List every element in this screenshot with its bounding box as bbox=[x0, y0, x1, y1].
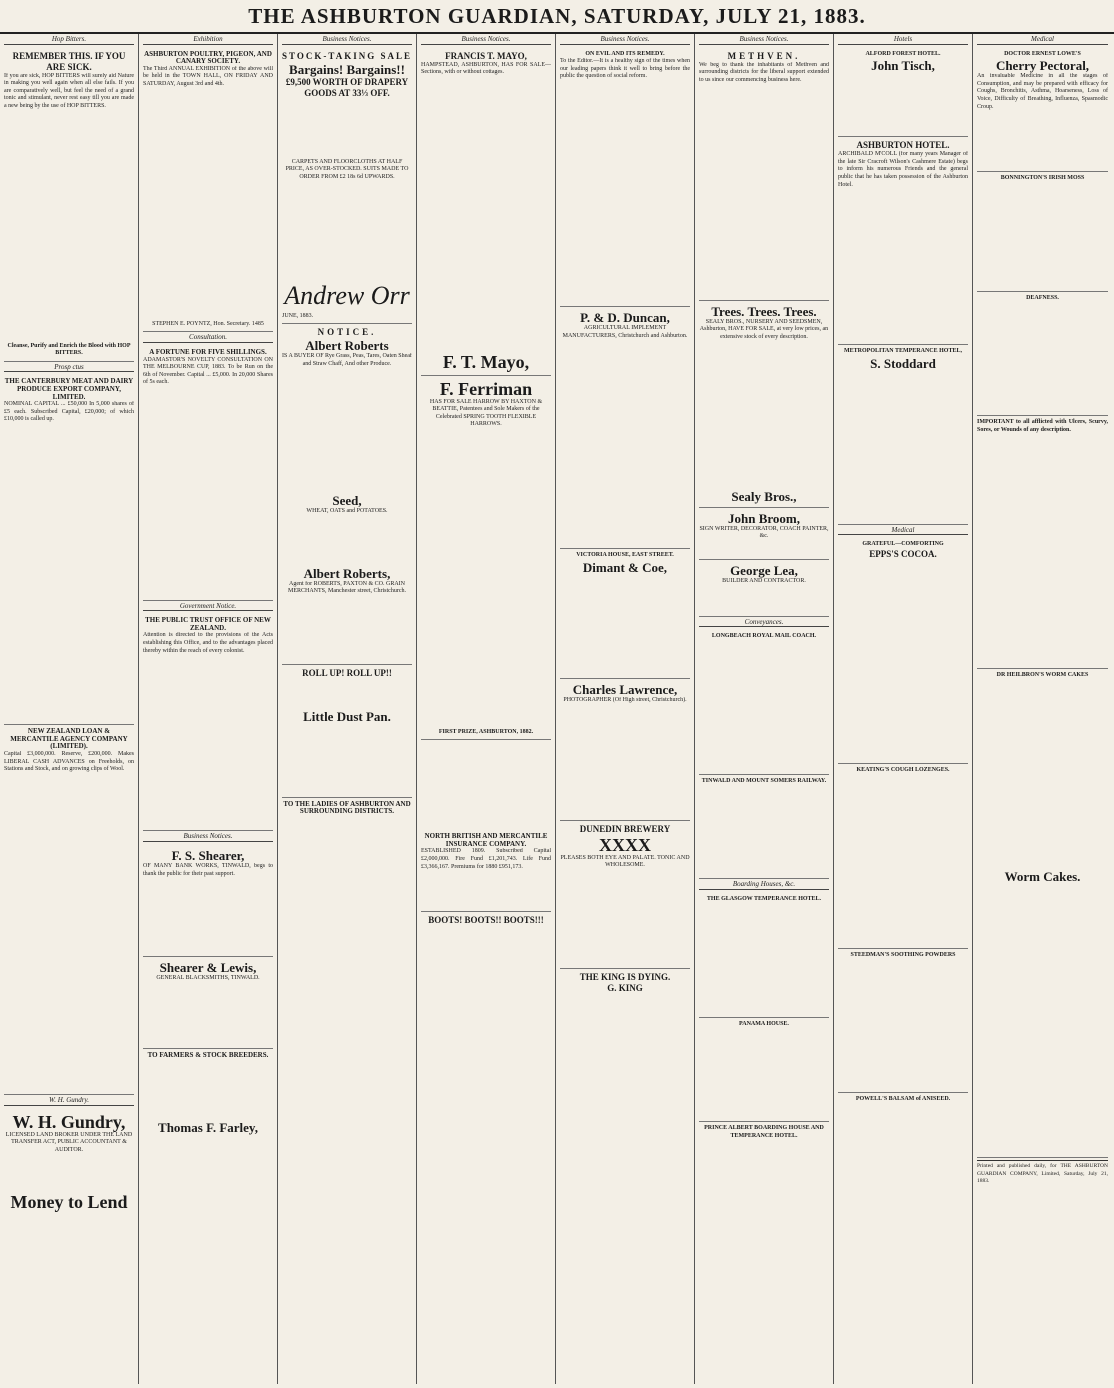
ad-title: KEATING'S COUGH LOZENGES. bbox=[856, 766, 950, 773]
insurance-ad bbox=[421, 830, 551, 912]
ad-spacer bbox=[838, 775, 968, 945]
ad-title: POWELL'S BALSAM of ANISEED. bbox=[855, 1096, 951, 1103]
ad-title: DEAFNESS. bbox=[1026, 294, 1059, 301]
masthead bbox=[0, 0, 1114, 34]
ad-name: Dimant & Coe, bbox=[582, 559, 668, 575]
ad-value: £9,500 WORTH OF DRAPERY GOODS AT 33⅓ OFF. bbox=[285, 76, 409, 98]
ad-name: G. KING bbox=[607, 982, 643, 993]
ad-name: John Tisch, bbox=[871, 58, 935, 74]
worm-cakes-ad bbox=[977, 669, 1108, 1159]
ad-title: LONGBEACH ROYAL MAIL COACH. bbox=[711, 633, 817, 640]
ad-seed-body: WHEAT, OATS and POTATOES. bbox=[306, 508, 388, 515]
column-heading: Medical bbox=[838, 527, 968, 536]
stocktaking-sale-ad bbox=[282, 48, 412, 325]
column-heading: Business Notices. bbox=[282, 36, 412, 45]
ad-footer: Money to Lend bbox=[10, 1191, 128, 1212]
ad-name: Charles Lawrence, bbox=[572, 681, 678, 697]
ad-title: NEW ZEALAND LOAN & MERCANTILE AGENCY COMPANY (LIMITED). bbox=[10, 727, 128, 751]
ad-name: Worm Cakes. bbox=[1004, 869, 1081, 885]
ad-name: P. & D. Duncan, bbox=[580, 310, 670, 326]
column-1 bbox=[0, 34, 139, 1384]
ad-prize: FIRST PRIZE, ASHBURTON, 1882. bbox=[438, 728, 534, 735]
ad-title: DUNEDIN BREWERY bbox=[579, 823, 671, 834]
boots-ad bbox=[421, 912, 551, 929]
ad-title: ON EVIL AND ITS REMEDY. bbox=[585, 50, 665, 57]
ad-title: NORTH BRITISH AND MERCANTILE INSURANCE COMPANY. bbox=[424, 832, 548, 848]
ad-spacer bbox=[977, 183, 1108, 288]
deafness-ad bbox=[977, 292, 1108, 417]
ad-body: HAS FOR SALE HARROW BY HAXTON & BEATTIE, Patentees and Sole Makers of the Celebrated SPRING TOOTH FLEXIBLE HARROWS. bbox=[429, 398, 543, 428]
ad-name: F. S. Shearer, bbox=[171, 847, 245, 863]
evil-remedy-ad bbox=[560, 48, 690, 308]
ad-title: Trees. Trees. Trees. bbox=[711, 303, 817, 319]
ad-title: THE GLASGOW TEMPERANCE HOTEL. bbox=[706, 895, 822, 902]
alford-forest-ad bbox=[838, 48, 968, 138]
ad-spacer bbox=[560, 575, 690, 675]
ad-spacer bbox=[977, 302, 1108, 412]
ad-spacer bbox=[977, 435, 1108, 665]
column-heading: Business Notices. bbox=[699, 36, 829, 45]
column-heading: Hotels bbox=[838, 36, 968, 45]
ad-body: Capital £3,000,000. Reserve, £200,000. Makes LIBERAL CASH ADVANCES on Freeholds, on Stations and Stock, and on growing clips of Wool. bbox=[4, 750, 134, 773]
trees-ad bbox=[699, 301, 829, 508]
ad-footer: STEPHEN E. POYNTZ, Hon. Secretary. 1485 bbox=[152, 320, 264, 327]
column-heading: Conveyances. bbox=[699, 619, 829, 628]
column-heading: W. H. Gundry. bbox=[4, 1097, 134, 1106]
ad-name: Cherry Pectoral, bbox=[995, 58, 1090, 74]
gundry-ad bbox=[4, 1109, 134, 1215]
ad-title: A FORTUNE FOR FIVE SHILLINGS. bbox=[149, 347, 267, 356]
dust-pan-ad bbox=[282, 665, 412, 798]
ad-title: TO THE LADIES OF ASHBURTON AND SURROUNDING DISTRICTS. bbox=[283, 799, 411, 816]
ad-body: NOMINAL CAPITAL ... £50,000 In 5,000 shares of £5 each. Subscribed Capital, £20,000; of which £10,000 is called up. bbox=[4, 401, 134, 423]
dimant-coe-ad bbox=[560, 549, 690, 679]
newspaper-title: THE ASHBURTON GUARDIAN, SATURDAY, JULY 21, 1883. bbox=[248, 3, 866, 28]
ad-body: CARPETS AND FLOORCLOTHS AT HALF PRICE, AS OVER-STOCKED. SUITS MADE TO ORDER FROM £2 18s 6d UPWARDS. bbox=[285, 158, 409, 180]
ad-title: THE PUBLIC TRUST OFFICE OF NEW ZEALAND. bbox=[145, 616, 271, 632]
ad-body: An invaluable Medicine in all the stages of Consumption, and may be prepared with efficacy for Coughs, Bronchitis, Asthma, Hoarseness, Loss of Voice, Difficulty of Breathing, Influenza, Spasmodic Croup. bbox=[977, 73, 1108, 110]
ad-title: PANAMA HOUSE. bbox=[739, 1020, 789, 1027]
ad-title: STOCK-TAKING SALE bbox=[282, 50, 412, 61]
powell-ad bbox=[838, 1093, 968, 1107]
glasgow-hotel-ad bbox=[699, 893, 829, 1018]
signature: Andrew Orr bbox=[284, 280, 410, 310]
duncan-ad bbox=[560, 307, 690, 549]
ferriman-ad bbox=[421, 376, 551, 741]
ad-title: BONNINGTON'S IRISH MOSS bbox=[1000, 175, 1085, 182]
column-5 bbox=[556, 34, 695, 1384]
ad-body: PHOTOGRAPHER (Of High street, Christchurch). bbox=[563, 696, 687, 703]
ad-spacer bbox=[838, 560, 968, 760]
ad-footer: Cleanse, Purify and Enrich the Blood with HOP BITTERS. bbox=[7, 342, 131, 357]
public-trust-ad bbox=[143, 614, 273, 831]
column-heading: Government Notice. bbox=[143, 603, 273, 612]
shearer-ad bbox=[143, 845, 273, 957]
ad-body: PLEASES BOTH EYE AND PALATE. TONIC AND WHOLESOME. bbox=[560, 854, 690, 869]
column-7 bbox=[834, 34, 973, 1384]
broom-ad bbox=[699, 508, 829, 560]
ad-name: Little Dust Pan. bbox=[303, 708, 391, 724]
ad-body: ARCHIBALD M'COLL (for many years Manager of the late Sir Cracroft Wilson's Cashmere Estate) begs to inform his numerous Friends and the general public that he has taken possession of the Ashburton Hotel. bbox=[838, 151, 968, 188]
ad-title: DOCTOR ERNEST LOWE'S bbox=[1004, 50, 1081, 57]
ad-title: REMEMBER THIS. IF YOU ARE SICK. bbox=[12, 50, 126, 72]
lawrence-ad bbox=[560, 679, 690, 821]
ad-title: STEEDMAN'S SOOTHING POWDERS bbox=[850, 951, 956, 958]
ad-title: IMPORTANT to all afflicted with Ulcers, Scurvy, Sores, or Wounds of any description. bbox=[977, 419, 1108, 433]
longbeach-coach-ad bbox=[699, 630, 829, 775]
column-heading: Business Notices. bbox=[143, 833, 273, 842]
ad-spacer bbox=[282, 679, 412, 709]
column-heading: Exhibition bbox=[143, 36, 273, 45]
ad-title: ASHBURTON POULTRY, PIGEON, AND CANARY SOCIETY. bbox=[144, 49, 272, 66]
ad-body: BUILDER AND CONTRACTOR. bbox=[722, 577, 806, 584]
ad-title: BOOTS! BOOTS!! BOOTS!!! bbox=[428, 915, 544, 926]
ad-body: If you are sick, HOP BITTERS will surely aid Nature in making you well again when all else fails. If you are comparatively well, but feel the need of a grand tonic and stimulant, never rest easy till you are made a new being by the use of HOP BITTERS. bbox=[4, 72, 134, 109]
ashburton-hotel-ad bbox=[838, 137, 968, 345]
ad-spacer bbox=[838, 73, 968, 133]
lea-ad bbox=[699, 560, 829, 617]
ad-body: LICENSED LAND BROKER UNDER THE LAND TRANSFER ACT, PUBLIC ACCOUNTANT & AUDITOR. bbox=[5, 1131, 133, 1153]
ad-name: F. T. Mayo, bbox=[442, 351, 530, 372]
ad-name: W. H. Gundry, bbox=[12, 1111, 126, 1132]
column-heading: Medical bbox=[977, 36, 1108, 45]
irish-moss-ad bbox=[977, 172, 1108, 292]
ad-name: George Lea, bbox=[730, 562, 798, 578]
poultry-society-ad bbox=[143, 48, 273, 333]
ad-title: TINWALD AND MOUNT SOMERS RAILWAY. bbox=[701, 777, 827, 784]
keating-ad bbox=[838, 764, 968, 949]
ad-spacer bbox=[977, 884, 1108, 1154]
column-heading: Business Notices. bbox=[421, 36, 551, 45]
ad-body: HAMPSTEAD, ASHBURTON, HAS FOR SALE— Sections, with or without cottages. bbox=[421, 61, 551, 76]
steedman-ad bbox=[838, 949, 968, 1094]
ad-title: GRATEFUL—COMFORTING bbox=[862, 541, 944, 548]
ad-spacer bbox=[282, 516, 412, 566]
farmers-ad bbox=[143, 1049, 273, 1138]
ad-name: S. Stoddard bbox=[870, 355, 936, 371]
imprint: Printed and published daily, for THE ASHBURTON GUARDIAN COMPANY, Limited, Saturday, July 21, 1883. bbox=[977, 1163, 1108, 1185]
nz-loan-ad bbox=[4, 725, 134, 1095]
ad-body: GENERAL BLACKSMITHS, TINWALD. bbox=[156, 974, 260, 981]
ad-title: PRINCE ALBERT BOARDING HOUSE AND TEMPERANCE HOTEL. bbox=[704, 1125, 824, 1139]
ad-title: NOTICE. bbox=[317, 327, 377, 338]
ad-title: METROPOLITAN TEMPERANCE HOTEL, bbox=[844, 348, 962, 355]
railway-ad bbox=[699, 775, 829, 880]
ad-title: DR HEILBRON'S WORM CAKES bbox=[996, 671, 1089, 678]
albert-roberts-ad bbox=[282, 324, 412, 665]
ad-body: AGRICULTURAL IMPLEMENT MANUFACTURERS, Christchurch and Ashburton. bbox=[562, 325, 688, 339]
consultation-ad bbox=[143, 346, 273, 601]
column-3 bbox=[278, 34, 417, 1384]
ad-title: ROLL UP! ROLL UP!! bbox=[302, 667, 392, 678]
ad-title: ASHBURTON HOTEL. bbox=[856, 140, 950, 151]
ad-spacer bbox=[699, 785, 829, 875]
ad-body: OF MANY BANK WORKS, TINWALD, begs to thank the public for their past support. bbox=[143, 862, 273, 877]
ladies-ad bbox=[282, 798, 412, 819]
shearer-lewis-ad bbox=[143, 957, 273, 1049]
ad-headline: Bargains! Bargains!! bbox=[289, 61, 405, 77]
columns bbox=[0, 34, 1114, 1384]
ad-spacer bbox=[699, 904, 829, 1014]
ad-spacer bbox=[977, 679, 1108, 869]
panama-ad bbox=[699, 1018, 829, 1123]
ad-title: METHVEN. bbox=[727, 50, 801, 61]
king-ad bbox=[560, 969, 690, 997]
hop-bitters-ad bbox=[4, 48, 134, 362]
cherry-pectoral-ad bbox=[977, 48, 1108, 173]
ad-body: SIGN WRITER, DECORATOR, COACH PAINTER, &c. bbox=[699, 525, 829, 540]
ad-body: To the Editor.—It is a healthy sign of the times when our leading papers think it well to bring before the public the question of social reform. bbox=[560, 58, 690, 80]
column-heading: Boarding Houses, &c. bbox=[699, 881, 829, 890]
ad-headline: EPPS'S COCOA. bbox=[869, 548, 937, 559]
column-8 bbox=[973, 34, 1112, 1384]
ad-body: We beg to thank the inhabitants of Methven and surrounding districts for the liberal support extended to us since our commencing business here. bbox=[699, 61, 829, 83]
ad-spacer bbox=[699, 641, 829, 771]
ad-title: THE KING IS DYING. bbox=[579, 971, 671, 982]
ad-body: The Third ANNUAL EXHIBITION of the above will be held in the TOWN HALL, ON FRIDAY AND SATURDAY, August 3rd and 4th. bbox=[143, 65, 273, 87]
ad-headline: XXXX bbox=[599, 834, 651, 855]
footer-rule bbox=[977, 1160, 1108, 1161]
column-heading: Consultation. bbox=[143, 334, 273, 343]
column-heading: Prosp ctus bbox=[4, 364, 134, 373]
ad-body: ADAMASTOR'S NOVELTY CONSULTATION ON THE MELBOURNE CUP, 1883. To be Run on the 6th of November. Capital ... £5,000. In 20,000 Shares of 5s each. bbox=[143, 356, 273, 386]
ad-name-2: Albert Roberts, bbox=[303, 565, 391, 581]
ad-name: John Broom, bbox=[728, 510, 800, 526]
ad-name: Shearer & Lewis, bbox=[159, 959, 257, 975]
ulcers-ad bbox=[977, 416, 1108, 668]
metropolitan-ad bbox=[838, 345, 968, 525]
methven-ad bbox=[699, 48, 829, 301]
column-heading: Hop Bitters. bbox=[4, 36, 134, 45]
ad-title: TO FARMERS & STOCK BREEDERS. bbox=[147, 1050, 269, 1059]
ad-footer: Thomas F. Farley, bbox=[158, 1119, 258, 1135]
ad-spacer bbox=[143, 1060, 273, 1120]
ad-title: THE CANTERBURY MEAT AND DAIRY PRODUCE EXPORT COMPANY, LIMITED. bbox=[4, 377, 134, 401]
ad-spacer bbox=[838, 371, 968, 521]
canterbury-meat-ad bbox=[4, 375, 134, 725]
epps-cocoa-ad bbox=[838, 538, 968, 764]
ad-date: JUNE, 1883. bbox=[282, 312, 314, 319]
ad-seed: Seed, bbox=[332, 493, 362, 509]
ad-body: IS A BUYER OF Rye Grass, Peas, Tares, Oaten Sheaf and Straw Chaff, And other Produce. bbox=[282, 353, 412, 367]
ad-title: FRANCIS T. MAYO, bbox=[445, 50, 527, 61]
ad-body-2: Agent for ROBERTS, PAXTON & CO. GRAIN MERCHANTS, Manchester street, Christchurch. bbox=[288, 580, 406, 595]
ad-body: ESTABLISHED 1809. Subscribed Capital £2,000,000. Fire Fund £1,201,743. Life Fund £3,366,167. Premiums for 1880 £951,173. bbox=[421, 848, 551, 870]
ad-name: F. Ferriman bbox=[439, 378, 533, 399]
column-6 bbox=[695, 34, 834, 1384]
brewery-ad bbox=[560, 821, 690, 969]
ad-title: VICTORIA HOUSE, EAST STREET. bbox=[576, 552, 674, 559]
ad-body: SEALY BROS., NURSERY AND SEEDSMEN, Ashburton, HAVE FOR SALE, at very low prices, an extensive stock of every description. bbox=[699, 318, 829, 340]
prince-albert-ad bbox=[699, 1122, 829, 1143]
column-2 bbox=[139, 34, 278, 1384]
ad-name: Albert Roberts bbox=[305, 338, 389, 354]
ad-name: Sealy Bros., bbox=[731, 488, 797, 504]
ad-title: ALFORD FOREST HOTEL. bbox=[865, 50, 941, 57]
column-heading: Business Notices. bbox=[560, 36, 690, 45]
ad-spacer bbox=[838, 959, 968, 1089]
ad-spacer bbox=[699, 1028, 829, 1118]
column-4 bbox=[417, 34, 556, 1384]
mayo-ad bbox=[421, 48, 551, 376]
ad-body: Attention is directed to the provisions of the Acts establishing this Office, and to the advantages placed thereby within the reach of every colonist. bbox=[143, 632, 273, 654]
ad-spacer bbox=[282, 724, 412, 794]
